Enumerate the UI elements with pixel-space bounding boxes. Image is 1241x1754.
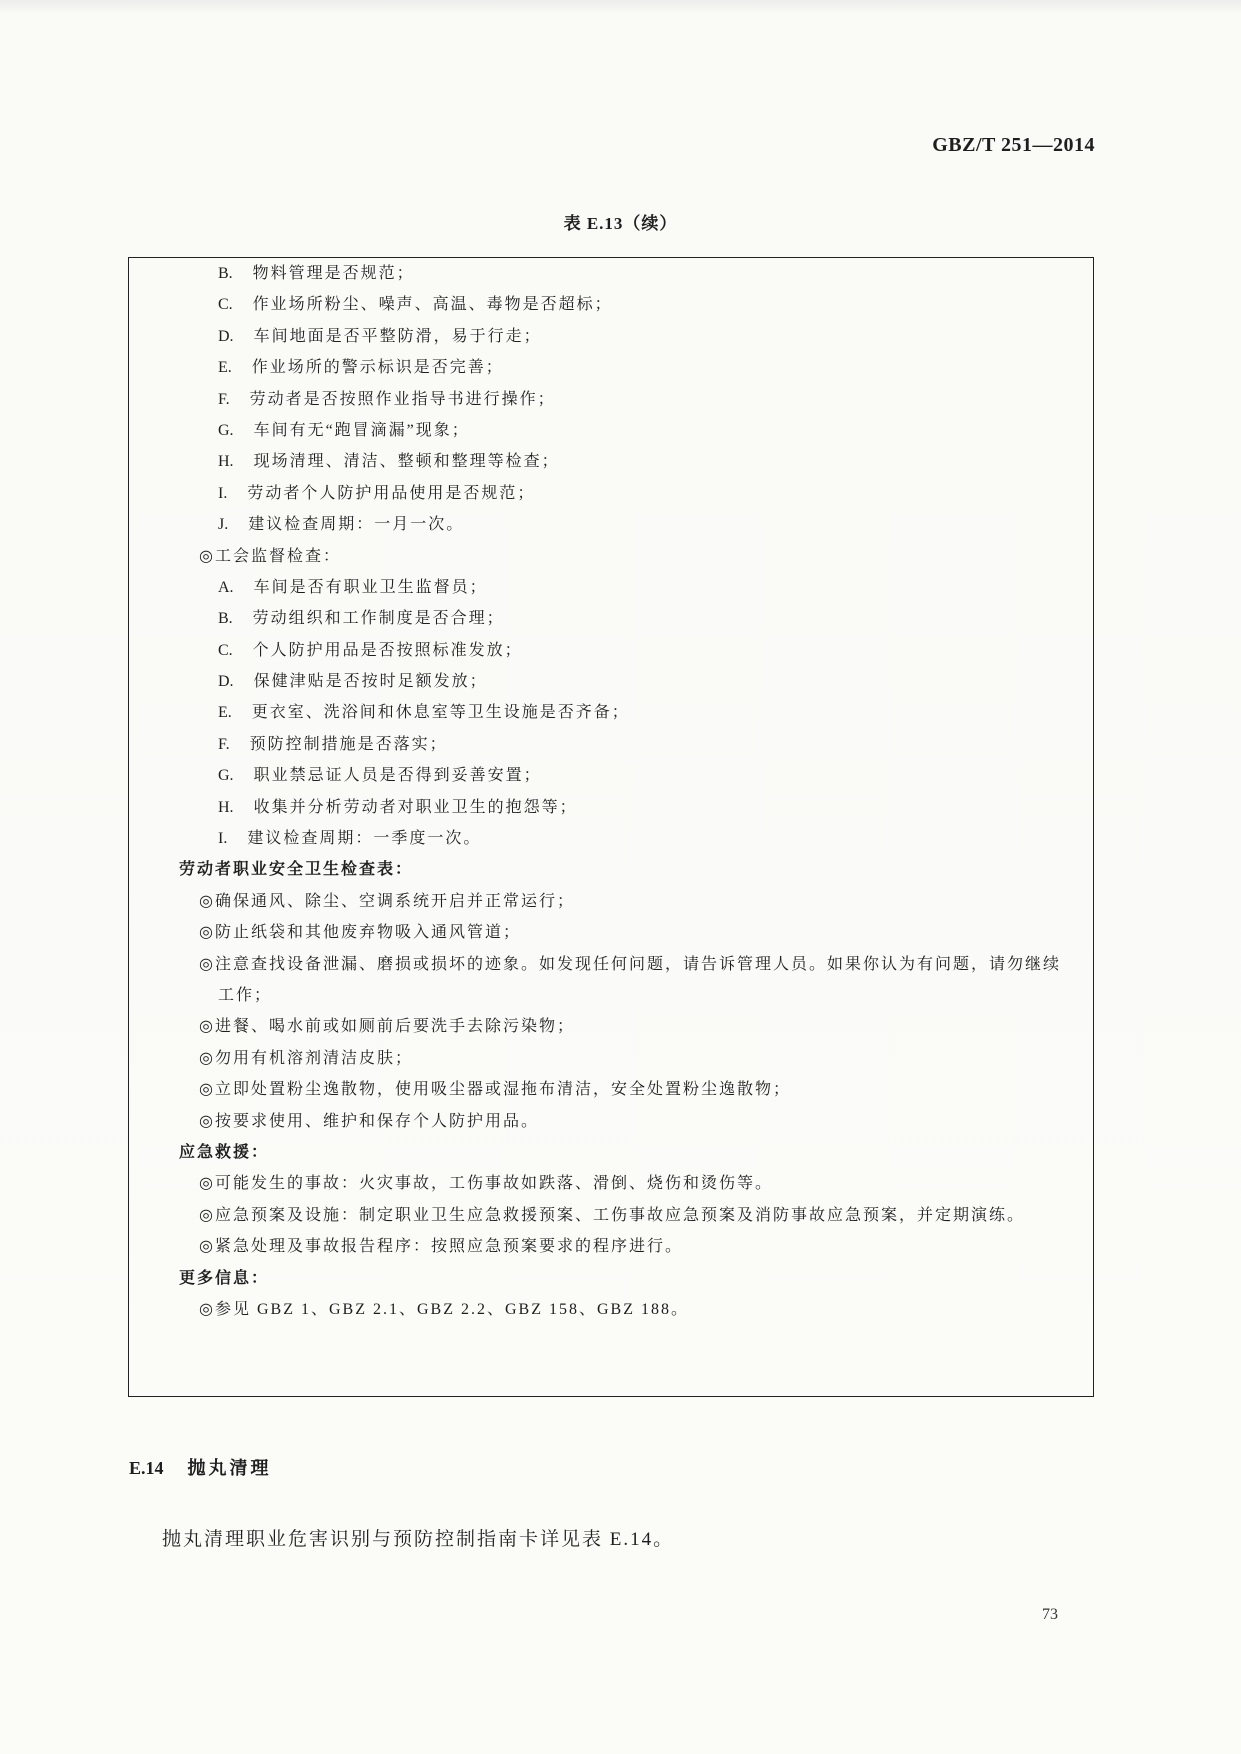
item-text: 职业禁忌证人员是否得到妥善安置； xyxy=(253,767,542,785)
item-letter: C. xyxy=(218,641,233,659)
worker-checklist-item-continuation: 工作； xyxy=(218,986,273,1004)
item-letter: B. xyxy=(218,265,233,282)
item-text: 建议检查周期：一月一次。 xyxy=(248,516,465,534)
worker-checklist-item: ◎按要求使用、维护和保存个人防护用品。 xyxy=(199,1112,539,1130)
workshop-check-item xyxy=(129,415,1093,446)
item-letter: F. xyxy=(218,735,230,753)
union-check-item xyxy=(129,635,1093,666)
section-heading xyxy=(129,1456,272,1480)
section-title: 抛丸清理 xyxy=(187,1458,272,1478)
item-text: 现场清理、清洁、整顿和整理等检查； xyxy=(253,453,560,471)
worker-checklist-item: ◎防止纸袋和其他废弃物吸入通风管道； xyxy=(199,924,521,942)
item-letter: J. xyxy=(218,516,229,534)
section-number: E.14 xyxy=(129,1458,164,1478)
item-letter: E. xyxy=(218,359,232,377)
union-check-item xyxy=(129,666,1093,697)
item-text: 劳动者是否按照作业指导书进行操作； xyxy=(249,390,556,408)
page-number: 73 xyxy=(1042,1606,1058,1623)
union-check-item xyxy=(129,729,1093,760)
item-letter: H. xyxy=(218,798,234,816)
union-check-item xyxy=(129,697,1093,728)
emergency-rescue-heading: 应急救援： xyxy=(179,1143,270,1161)
item-letter: G. xyxy=(218,767,234,785)
more-info-item: ◎参见 GBZ 1、GBZ 2.1、GBZ 2.2、GBZ 158、GBZ 188。 xyxy=(199,1300,689,1318)
section-body-paragraph: 抛丸清理职业危害识别与预防控制指南卡详见表 E.14。 xyxy=(162,1529,675,1550)
union-check-item xyxy=(129,572,1093,603)
workshop-check-item xyxy=(129,321,1093,352)
table-title: 表 E.13（续） xyxy=(563,214,678,233)
item-letter: G. xyxy=(218,421,234,439)
union-check-item xyxy=(129,823,1093,854)
union-check-item xyxy=(129,760,1093,791)
union-inspection-heading: ◎工会监督检查： xyxy=(199,547,341,565)
emergency-rescue-item: ◎应急预案及设施：制定职业卫生应急救援预案、工伤事故应急预案及消防事故应急预案，并定期演练。 xyxy=(199,1206,1025,1224)
workshop-check-item xyxy=(129,446,1093,477)
item-letter: I. xyxy=(218,830,228,848)
workshop-check-item xyxy=(129,384,1093,415)
item-text: 收集并分析劳动者对职业卫生的抱怨等； xyxy=(253,798,578,816)
emergency-rescue-item: ◎紧急处理及事故报告程序：按照应急预案要求的程序进行。 xyxy=(199,1238,683,1256)
standard-code: GBZ/T 251—2014 xyxy=(932,134,1095,156)
guide-card-table xyxy=(128,257,1094,1397)
workshop-check-item xyxy=(129,478,1093,509)
item-text: 车间有无“跑冒滴漏”现象； xyxy=(253,421,470,439)
worker-checklist-item: ◎立即处置粉尘逸散物，使用吸尘器或湿拖布清洁，安全处置粉尘逸散物； xyxy=(199,1081,791,1099)
item-letter: D. xyxy=(218,327,234,345)
item-letter: B. xyxy=(218,610,233,628)
emergency-rescue-item: ◎可能发生的事故：火灾事故，工伤事故如跌落、滑倒、烧伤和烫伤等。 xyxy=(199,1175,773,1193)
item-letter: H. xyxy=(218,453,234,471)
worker-checklist-item: ◎进餐、喝水前或如厕前后要洗手去除污染物； xyxy=(199,1018,575,1036)
workshop-check-item xyxy=(129,352,1093,383)
union-check-item xyxy=(129,792,1093,823)
item-letter: C. xyxy=(218,296,233,314)
item-letter: D. xyxy=(218,673,234,691)
item-text: 劳动者个人防护用品使用是否规范； xyxy=(247,484,536,502)
worker-checklist-item: ◎勿用有机溶剂清洁皮肤； xyxy=(199,1049,413,1067)
item-letter: E. xyxy=(218,704,232,722)
item-text: 个人防护用品是否按照标准发放； xyxy=(252,641,523,659)
workshop-check-item xyxy=(129,509,1093,540)
item-text: 作业场所的警示标识是否完善； xyxy=(251,359,504,377)
worker-checklist-heading: 劳动者职业安全卫生检查表： xyxy=(179,861,414,879)
worker-checklist-item: ◎确保通风、除尘、空调系统开启并正常运行； xyxy=(199,892,575,910)
item-text: 预防控制措施是否落实； xyxy=(249,735,448,753)
item-text: 保健津贴是否按时足额发放； xyxy=(253,673,488,691)
union-check-item xyxy=(129,603,1093,634)
item-letter: A. xyxy=(218,578,234,596)
more-info-heading: 更多信息： xyxy=(179,1269,270,1287)
item-letter: F. xyxy=(218,390,230,408)
item-text: 物料管理是否规范； xyxy=(252,265,415,282)
item-text: 车间是否有职业卫生监督员； xyxy=(253,578,488,596)
item-letter: I. xyxy=(218,484,228,502)
item-text: 车间地面是否平整防滑，易于行走； xyxy=(253,327,542,345)
item-text: 更衣室、洗浴间和休息室等卫生设施是否齐备； xyxy=(251,704,630,722)
item-text: 建议检查周期：一季度一次。 xyxy=(247,830,482,848)
item-text: 劳动组织和工作制度是否合理； xyxy=(252,610,505,628)
workshop-check-item xyxy=(129,289,1093,320)
item-text: 作业场所粉尘、噪声、高温、毒物是否超标； xyxy=(252,296,613,314)
worker-checklist-item: ◎注意查找设备泄漏、磨损或损坏的迹象。如发现任何问题，请告诉管理人员。如果你认为有问题，请勿继续 xyxy=(199,955,1061,973)
workshop-check-item xyxy=(129,258,1093,289)
